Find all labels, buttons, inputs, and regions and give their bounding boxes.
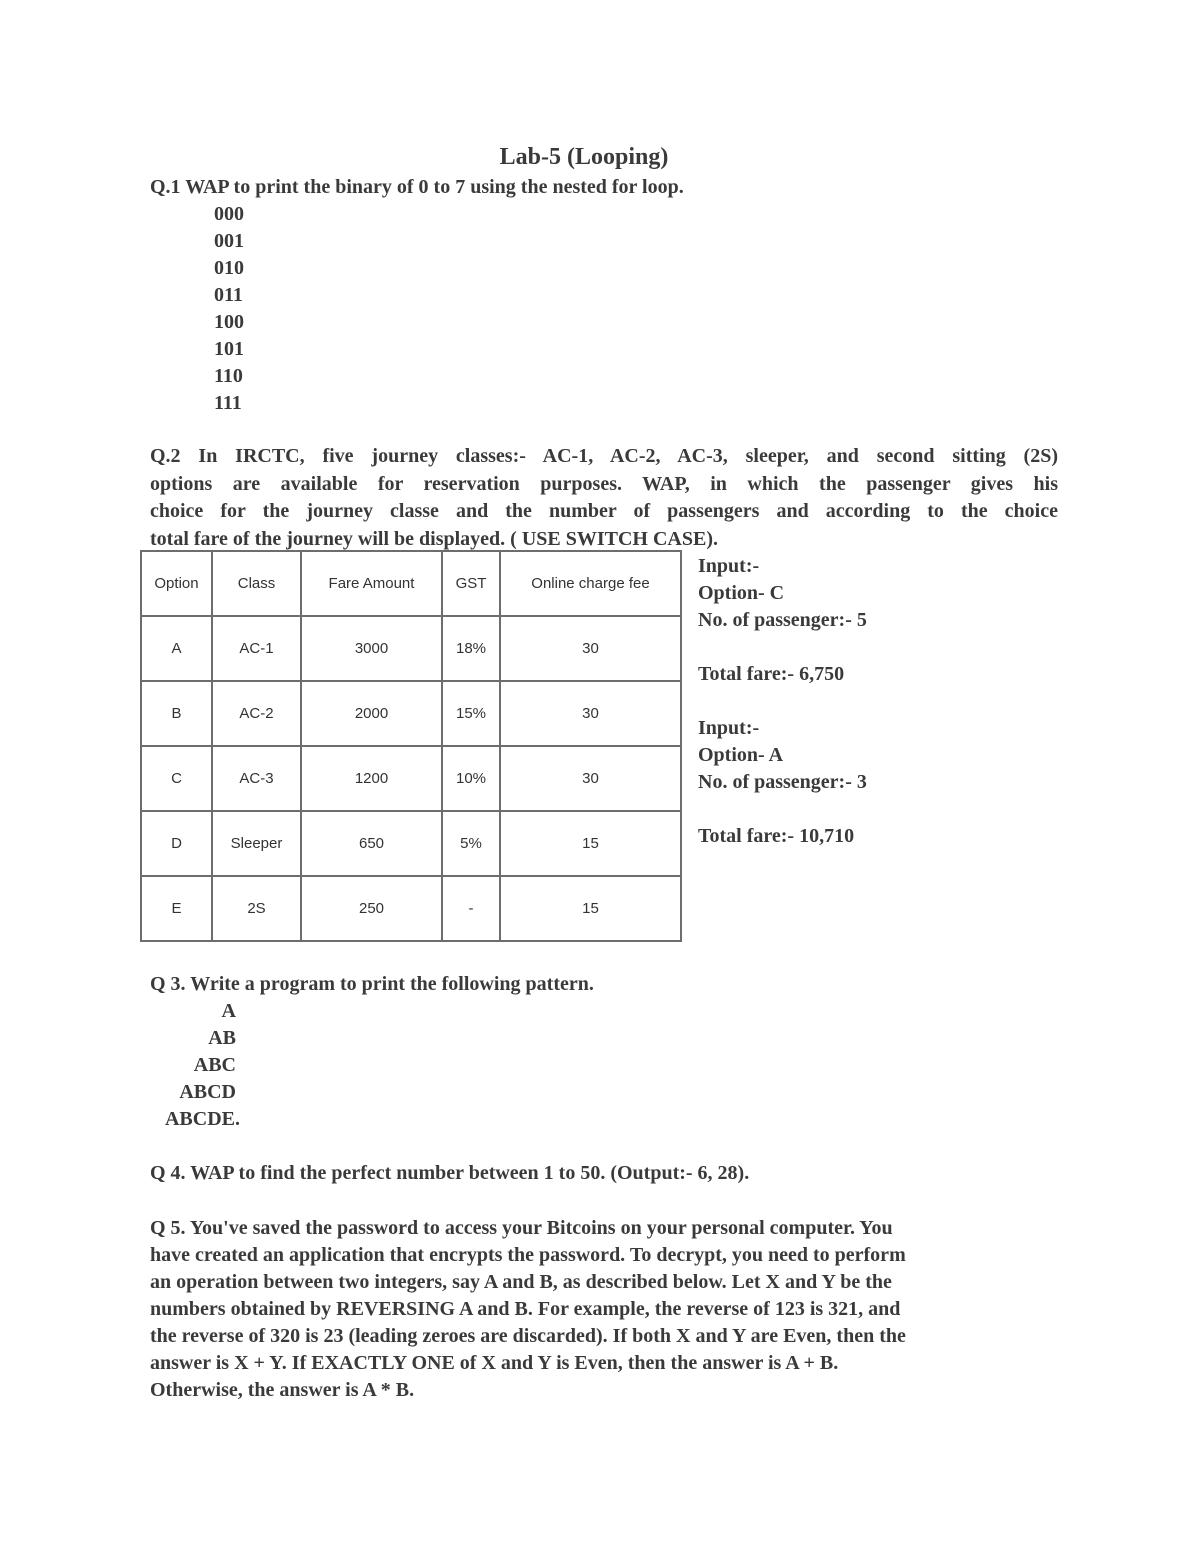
table-cell: 15: [500, 811, 681, 876]
table-header-cell: Online charge fee: [500, 551, 681, 616]
pattern-line: ABCDE.: [164, 1108, 240, 1130]
table-header-cell: GST: [442, 551, 500, 616]
pattern-line: AB: [208, 1027, 236, 1049]
q3-pattern: [150, 998, 240, 1133]
table-cell: A: [141, 616, 212, 681]
q5-line: Q 5. You've saved the password to access your Bitcoins on your personal computer. You: [150, 1217, 893, 1239]
example-2: [698, 715, 867, 850]
table-cell: 30: [500, 746, 681, 811]
q2-line-2: options are available for reservation purposes. WAP, in which the passenger gives his: [150, 473, 1058, 495]
table-cell: E: [141, 876, 212, 941]
pattern-line: A: [221, 1000, 236, 1022]
table-header-cell: Fare Amount: [301, 551, 442, 616]
table-cell: 5%: [442, 811, 500, 876]
binary-line: 011: [214, 284, 243, 306]
page-title: Lab-5 (Looping): [499, 144, 669, 170]
table-cell: AC-1: [212, 616, 301, 681]
table-header-cell: Class: [212, 551, 301, 616]
q5-line: an operation between two integers, say A and B, as described below. Let X and Y be the: [150, 1271, 892, 1293]
q2-line-1: Q.2 In IRCTC, five journey classes:- AC-1, AC-2, AC-3, sleeper, and second sitting (2S): [150, 445, 1058, 467]
example-input-label: Input:-: [698, 717, 760, 739]
table-cell: 10%: [442, 746, 500, 811]
example-passengers: No. of passenger:- 3: [698, 771, 867, 793]
table-cell: 1200: [301, 746, 442, 811]
table-cell: 15: [500, 876, 681, 941]
binary-line: 001: [214, 230, 244, 252]
q2-line-3: choice for the journey classe and the number of passengers and according to the choice: [150, 500, 1058, 522]
pattern-line: ABC: [193, 1054, 236, 1076]
table-cell: -: [442, 876, 500, 941]
binary-line: 100: [214, 311, 244, 333]
table-cell: 30: [500, 681, 681, 746]
q5-paragraph: [150, 1215, 906, 1404]
table-cell: AC-3: [212, 746, 301, 811]
table-cell: 30: [500, 616, 681, 681]
binary-line: 110: [214, 365, 243, 387]
binary-line: 111: [214, 392, 242, 414]
q5-line: numbers obtained by REVERSING A and B. For example, the reverse of 123 is 321, and: [150, 1298, 901, 1320]
q5-line: answer is X + Y. If EXACTLY ONE of X and Y is Even, then the answer is A + B.: [150, 1352, 839, 1374]
q5-line: have created an application that encrypts the password. To decrypt, you need to perform: [150, 1244, 906, 1266]
table-cell: 650: [301, 811, 442, 876]
q2-line-4: total fare of the journey will be displayed. ( USE SWITCH CASE).: [150, 528, 718, 550]
table-row: [141, 616, 681, 681]
pattern-line: ABCD: [179, 1081, 236, 1103]
table-cell: 3000: [301, 616, 442, 681]
table-cell: 2000: [301, 681, 442, 746]
binary-line: 010: [214, 257, 244, 279]
example-passengers: No. of passenger:- 5: [698, 609, 867, 631]
example-total-fare: Total fare:- 10,710: [698, 825, 855, 847]
table-row: [141, 681, 681, 746]
table-cell: 15%: [442, 681, 500, 746]
binary-line: 000: [214, 203, 244, 225]
q3-question: Q 3. Write a program to print the following pattern.: [150, 973, 594, 995]
table-cell: Sleeper: [212, 811, 301, 876]
q1-question: Q.1 WAP to print the binary of 0 to 7 using the nested for loop.: [150, 176, 684, 198]
table-cell: 2S: [212, 876, 301, 941]
table-row: [141, 876, 681, 941]
binary-line: 101: [214, 338, 244, 360]
example-option: Option- C: [698, 582, 785, 604]
example-1: [698, 553, 867, 688]
table-row: [141, 746, 681, 811]
table-header-row: [141, 551, 681, 616]
table-cell: AC-2: [212, 681, 301, 746]
table-cell: B: [141, 681, 212, 746]
table-cell: 250: [301, 876, 442, 941]
table-cell: C: [141, 746, 212, 811]
table-header-cell: Option: [141, 551, 212, 616]
table-cell: 18%: [442, 616, 500, 681]
table-row: [141, 811, 681, 876]
fare-table: [140, 550, 682, 942]
q5-line: Otherwise, the answer is A * B.: [150, 1379, 415, 1401]
q4-question: Q 4. WAP to find the perfect number between 1 to 50. (Output:- 6, 28).: [150, 1162, 750, 1184]
example-input-label: Input:-: [698, 555, 760, 577]
q5-line: the reverse of 320 is 23 (leading zeroes are discarded). If both X and Y are Even, then the: [150, 1325, 906, 1347]
example-option: Option- A: [698, 744, 784, 766]
example-total-fare: Total fare:- 6,750: [698, 663, 845, 685]
q1-binary-list: [214, 201, 244, 417]
table-cell: D: [141, 811, 212, 876]
